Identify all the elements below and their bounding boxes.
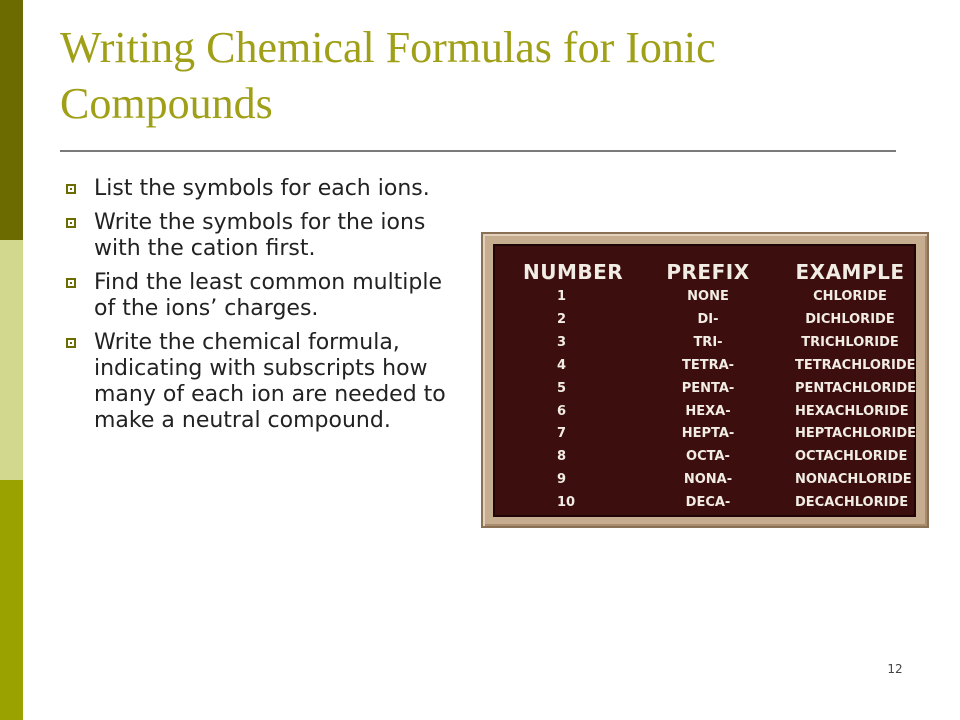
example-cell: TRICHLORIDE [801,334,899,350]
prefix-cell: NONE [687,289,729,304]
number-cell: 9 [557,472,567,488]
slide-title: Writing Chemical Formulas for Ionic Compounds [60,23,716,128]
prefix-cell: PENTA- [681,380,735,396]
hollow-square-bullet-icon [66,338,76,348]
bullet-item [64,176,464,202]
example-cell: PENTACHLORIDE [795,380,917,396]
example-cell: HEPTACHLORIDE [795,426,917,442]
bullet-item [64,210,464,262]
number-cell: 7 [557,426,567,442]
number-cell: 5 [557,380,567,396]
hollow-square-bullet-icon [66,218,76,228]
prefix-cell: HEPTA- [681,426,735,442]
prefix-cell: TETRA- [681,357,735,373]
hollow-square-bullet-icon [66,278,76,288]
header-number: NUMBER [523,260,624,284]
column-number [523,258,623,515]
example-cell: TETRACHLORIDE [795,357,916,373]
page-number: 12 [887,662,903,676]
title-divider [60,150,896,152]
prefix-cell: DI- [697,311,719,327]
prefix-cell: DECA- [685,495,731,511]
sidebar-segment-light [0,240,23,480]
column-example [795,258,917,515]
example-cell: DECACHLORIDE [795,495,909,511]
bullet-text: Write the chemical formula, indicating with subscripts how many of each ion are needed to make a neutral compound. [94,330,446,433]
header-prefix: PREFIX [666,260,750,284]
example-cell: OCTACHLORIDE [795,449,908,465]
example-cell: DICHLORIDE [805,311,895,327]
sidebar-segment-mid [0,480,23,720]
number-cell: 6 [557,403,567,419]
example-cell: CHLORIDE [813,289,887,304]
header-example: EXAMPLE [795,260,905,284]
number-cell: 1 [557,289,567,304]
bullet-text: Write the symbols for the ions with the cation first. [94,210,426,261]
prefix-cell: OCTA- [686,449,730,465]
decorative-sidebar [0,0,23,720]
column-prefix [658,258,758,515]
bullet-item [64,330,464,434]
number-cell: 2 [557,311,567,327]
example-cell: NONACHLORIDE [795,472,912,488]
bullet-list [64,176,464,442]
number-cell: 4 [557,357,567,373]
prefix-cell: HEXA- [685,403,731,419]
chalkboard-prefix-table [493,244,916,517]
number-cell: 8 [557,449,567,465]
prefix-cell: TRI- [693,334,723,350]
sidebar-segment-dark [0,0,23,240]
bullet-text: Find the least common multiple of the ions’ charges. [94,270,443,321]
bullet-text: List the symbols for each ions. [94,176,430,201]
number-cell: 3 [557,334,567,350]
number-cell: 10 [557,495,576,511]
example-cell: HEXACHLORIDE [795,403,909,419]
prefix-cell: NONA- [683,472,733,488]
bullet-item [64,270,464,322]
hollow-square-bullet-icon [66,184,76,194]
